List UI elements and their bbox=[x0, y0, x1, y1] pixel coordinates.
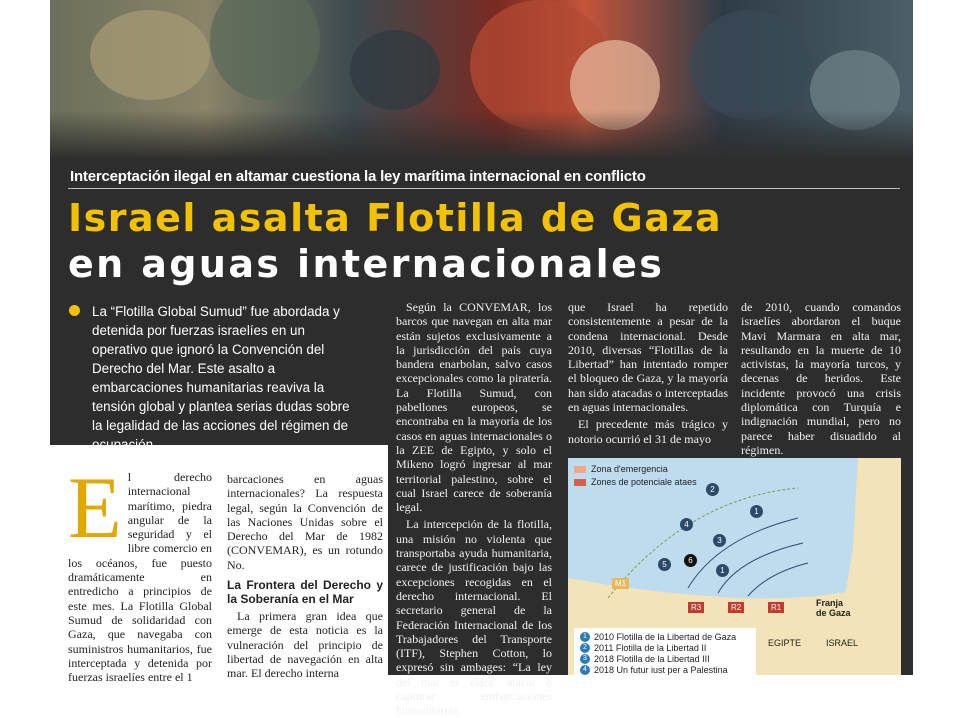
column-2-text-2: La primera gran idea que emerge de esta noticia es la vulneración del principio de libertad de navegación en alta mar. El derecho interna bbox=[227, 609, 383, 681]
item-number: 2 bbox=[580, 643, 590, 653]
map-marker: 2 bbox=[706, 483, 719, 496]
column-4-paragraph-1: que Israel ha repetido consistentemente a pesar de la condena internacional. Desde 2010, diversas “Flotillas de la Libertad” han intentado romper el bloqueo de Gaza, y la mayoría han sido atacadas o interceptadas en aguas internacionales. bbox=[568, 300, 728, 415]
place-gaza-line-1: Franja bbox=[816, 598, 844, 608]
flotilla-list-item bbox=[580, 664, 750, 675]
route-label: R2 bbox=[728, 602, 744, 613]
legend-label: Zona d'emergencia bbox=[591, 464, 668, 474]
column-4-paragraph-2: El precedente más trágico y notorio ocurrió el 31 de mayo bbox=[568, 417, 728, 446]
column-3-paragraph-2: La intercepción de la flotilla, una misión no violenta que transportaba ayuda humanitaria, carece de justificación bajo las excepciones recogidas en el derecho internacional. El secretario general de la Federación Internacional de los Trabajadores del Transporte (ITF), Stephen Cotton, lo expresó sin ambages: “La ley del mar es clara: atacar o capturar embarcaciones humanitarias bbox=[396, 517, 552, 718]
map-marker: 5 bbox=[658, 558, 671, 571]
legend-label: Zones de potenciale ataes bbox=[591, 477, 697, 487]
flotilla-list bbox=[574, 628, 756, 678]
item-number: 3 bbox=[580, 654, 590, 664]
item-text: 2018 Un futur iust per a Palestina bbox=[594, 664, 728, 675]
flotilla-list-item bbox=[580, 631, 750, 642]
column-2-subhead: La Frontera del Derecho y la Soberanía en el Mar bbox=[227, 578, 383, 607]
map-legend bbox=[574, 464, 697, 490]
route-label: R1 bbox=[768, 602, 784, 613]
route-label: R3 bbox=[688, 602, 704, 613]
headline-line-1: Israel asalta Flotilla de Gaza bbox=[68, 196, 723, 240]
drop-cap: E bbox=[68, 460, 122, 557]
column-3-paragraph-1: Según la CONVEMAR, los barcos que navegan en alta mar están sujetos exclusivamente a la jurisdicción del país cuya bandera enarbolan, salvo casos excepcionales como la piratería. La Flotilla Sumud, con pabellones europeos, se encontraba en la mayoría de los casos en aguas internacionales o la ZEE de Egipto, y solo el Mikeno logró ingresar al mar territorial palestino, sobre el cual Israel carece de soberanía legal. bbox=[396, 300, 552, 515]
place-gaza-line-2: de Gaza bbox=[816, 608, 851, 618]
emergency-zone-border bbox=[608, 488, 798, 598]
route-label-m1: M1 bbox=[612, 578, 629, 589]
item-text: 2011 Flotilla de la Libertad II bbox=[594, 642, 707, 653]
map-marker: 3 bbox=[713, 534, 726, 547]
kicker-rule bbox=[68, 188, 900, 189]
body-column-4 bbox=[568, 300, 728, 448]
column-5-paragraph-1: de 2010, cuando comandos israelíes abordaron el buque Mavi Marmara en alta mar, resultando en la muerte de 10 activistas, la mayoría turcos, y decenas de heridos. Este incidente provocó una crisis diplomática con Turquía e indignación mundial, pero no parece haber disuadido al régimen. bbox=[741, 300, 901, 457]
kicker: Interceptación ilegal en altamar cuestiona la ley marítima internacional en conflicto bbox=[70, 168, 646, 185]
map-marker: 4 bbox=[680, 518, 693, 531]
column-2-text: barcaciones en aguas internacionales? La respuesta legal, según la Convención de las Naciones Unidas sobre el Derecho del Mar de 1982 (CONVEMAR), es un rotundo No. bbox=[227, 472, 383, 572]
flotilla-map bbox=[568, 458, 901, 675]
map-marker: 1 bbox=[716, 564, 729, 577]
map-marker: 6 bbox=[684, 554, 697, 567]
body-column-3 bbox=[396, 300, 552, 718]
route-line-3 bbox=[748, 563, 808, 596]
header-photo bbox=[50, 0, 913, 160]
body-column-5 bbox=[741, 300, 901, 457]
place-gaza bbox=[816, 598, 851, 618]
flotilla-list-item bbox=[580, 653, 750, 664]
item-number: 4 bbox=[580, 665, 590, 675]
item-text: 2010 Flotilla de la Libertad de Gaza bbox=[594, 631, 737, 642]
flotilla-list-item bbox=[580, 642, 750, 653]
column-1-text: l derecho internacional marítimo, piedra angular de la seguridad y el libre comercio en los océanos, fue puesto dramáticamente en entredicho a principios de este mes. La Flotilla Global Sumud de solidaridad con Gaza, que navegaba con suministros humanitarios, fue interceptada y detenida por fuerzas israelíes entre el 1 bbox=[68, 470, 212, 685]
place-israel: ISRAEL bbox=[826, 638, 859, 648]
legend-row bbox=[574, 477, 697, 487]
route-line-1 bbox=[688, 518, 798, 588]
headline-line-2: en aguas internacionales bbox=[68, 242, 665, 286]
item-text: 2018 Flotilla de la Libertad III bbox=[594, 653, 710, 664]
legend-swatch bbox=[574, 479, 586, 486]
item-number: 1 bbox=[580, 632, 590, 642]
body-column-2 bbox=[227, 472, 383, 681]
body-column-1 bbox=[68, 460, 212, 685]
legend-swatch bbox=[574, 466, 586, 473]
lead-bullet bbox=[69, 305, 80, 316]
map-marker: 1 bbox=[750, 505, 763, 518]
place-egypt: EGIPTE bbox=[768, 638, 802, 648]
lead-paragraph: La “Flotilla Global Sumud” fue abordada y detenida por fuerzas israelíes en un operativo que ignoró la Convención del Derecho del Mar. Este asalto a embarcaciones humanitarias reaviva la tensión global y plantea serias dudas sobre la legalidad de las acciones del régimen de bbox=[92, 304, 350, 433]
legend-row bbox=[574, 464, 697, 474]
